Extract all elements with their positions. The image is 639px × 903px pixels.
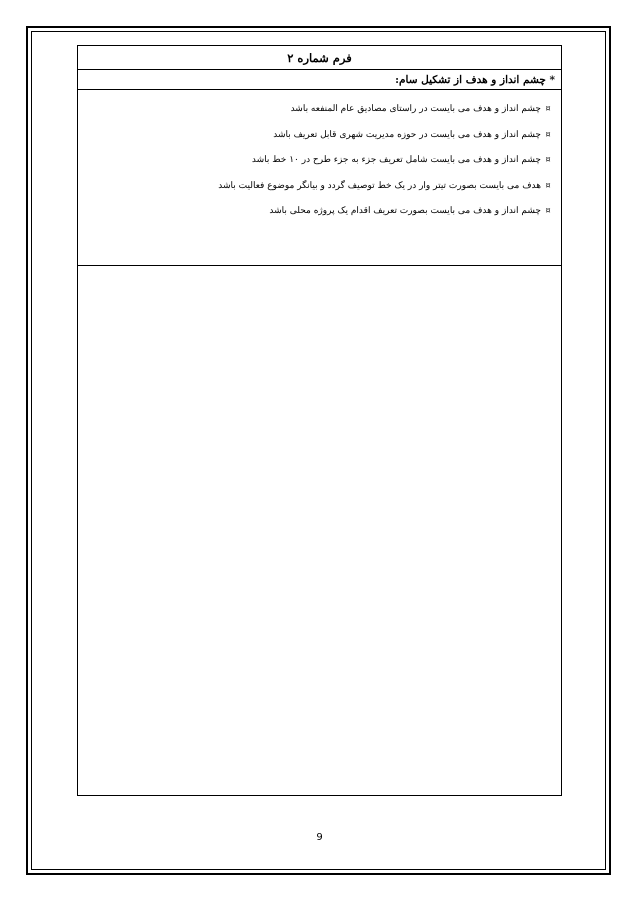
- criteria-list: [78, 90, 561, 266]
- page-number: 9: [316, 832, 323, 843]
- bullet-icon: ¤: [545, 129, 551, 139]
- form-table: [77, 45, 562, 796]
- list-item-text: چشم انداز و هدف می بایست بصورت تعریف اقدام یک پروژه محلی باشد: [269, 206, 541, 216]
- list-item: [86, 147, 553, 173]
- list-item: [86, 96, 553, 122]
- bullet-icon: ¤: [545, 180, 551, 190]
- list-item-text: چشم انداز و هدف می بایست در حوزه مدیریت شهری قابل تعریف باشد: [273, 129, 541, 140]
- list-item-text: چشم انداز و هدف می بایست شامل تعریف جزء به جزء طرح در ۱۰ خط باشد: [251, 155, 541, 165]
- form-title-row: [78, 46, 561, 70]
- bullet-icon: ¤: [545, 206, 551, 215]
- section-heading: * چشم انداز و هدف از تشکیل سام:: [395, 73, 555, 86]
- section-heading-row: [78, 70, 561, 90]
- list-item: [86, 173, 553, 199]
- bullet-icon: ¤: [545, 104, 551, 113]
- list-item: [86, 198, 553, 224]
- bullet-icon: ¤: [545, 155, 551, 164]
- form-title: فرم شماره ۲: [287, 50, 352, 65]
- list-item: [86, 122, 553, 148]
- list-item-text: چشم انداز و هدف می بایست در راستای مصادیق عام المنفعه باشد: [290, 104, 541, 114]
- list-item-text: هدف می بایست بصورت تیتر وار در یک خط توصیف گردد و بیانگر موضوع فعالیت باشد: [218, 180, 541, 191]
